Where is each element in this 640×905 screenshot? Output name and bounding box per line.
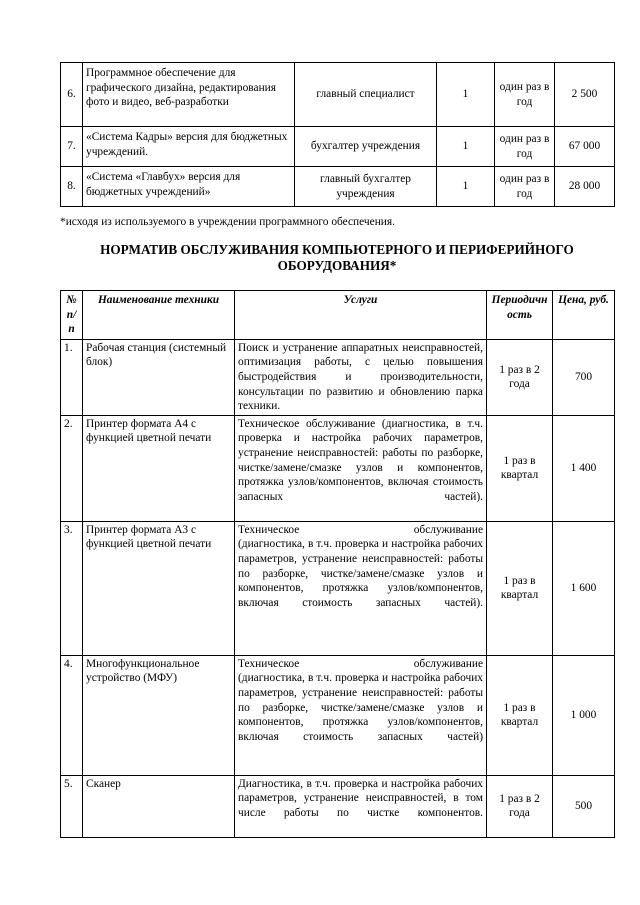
row-number: 4. [61,655,83,775]
service-table [60,290,615,838]
service-description: Техническое обслуживание (диагностика, в т.ч. проверка и настройка рабочих параметров, устранение неисправностей: работы по разборке, чистке/замене/смазке узлов и компонентов, протяжка узлов/компонентов, включая стоимость запасных частей). [235,521,487,655]
row-number: 8. [61,167,83,207]
software-qty: 1 [437,63,495,127]
header-name: Наименование техники [83,291,235,340]
table-row [61,63,615,127]
software-period: один раз в год [495,127,555,167]
table-row [61,775,615,837]
software-table [60,62,615,207]
table-row [61,339,615,415]
row-number: 7. [61,127,83,167]
service-period: 1 раз в 2 года [487,339,553,415]
service-price: 1 600 [553,521,615,655]
table-row [61,415,615,521]
row-number: 5. [61,775,83,837]
software-user: главный бухгалтер учреждения [295,167,437,207]
table-row [61,127,615,167]
software-name: «Система Кадры» версия для бюджетных учреждений. [83,127,295,167]
service-price: 1 400 [553,415,615,521]
software-price: 2 500 [555,63,615,127]
equipment-name: Сканер [83,775,235,837]
software-period: один раз в год [495,167,555,207]
service-description: Поиск и устранение аппаратных неисправностей, оптимизация работы, с целью повышения быстродействия и производительности, консультации по развитию и обновлению парка техники. [235,339,487,415]
software-name: Программное обеспечение для графического дизайна, редактирования фото и видео, веб-разработки [83,63,295,127]
software-name: «Система «Главбух» версия для бюджетных учреждений» [83,167,295,207]
software-user: бухгалтер учреждения [295,127,437,167]
service-period: 1 раз в квартал [487,521,553,655]
section-title: НОРМАТИВ ОБСЛУЖИВАНИЯ КОМПЬЮТЕРНОГО И ПЕРИФЕРИЙНОГО ОБОРУДОВАНИЯ* [100,242,574,273]
software-price: 28 000 [555,167,615,207]
service-description: Техническое обслуживание (диагностика, в т.ч. проверка и настройка рабочих параметров, устранение неисправностей: работы по разборке, чистке/замене/смазке узлов и компонентов, протяжка узлов/компонентов, включая стоимость запасных частей) [235,655,487,775]
table-header-row [61,291,615,340]
service-price: 700 [553,339,615,415]
equipment-name: Принтер формата А4 с функцией цветной печати [83,415,235,521]
table-row [61,521,615,655]
service-description: Техническое обслуживание (диагностика, в т.ч. проверка и настройка рабочих параметров, устранение неисправностей: работы по разборке, чистке/замене/смазке узлов и компонентов, протяжка узлов/компонентов, включая стоимость запасных частей). [235,415,487,521]
footnote: *исходя из используемого в учреждении программного обеспечения. [60,216,395,228]
header-period: Периодичн ость [487,291,553,340]
row-number: 3. [61,521,83,655]
header-services: Услуги [235,291,487,340]
service-period: 1 раз в квартал [487,655,553,775]
header-price: Цена, руб. [553,291,615,340]
header-number: № п/ п [61,291,83,340]
software-qty: 1 [437,167,495,207]
service-price: 500 [553,775,615,837]
software-period: один раз в год [495,63,555,127]
service-description: Диагностика, в т.ч. проверка и настройка рабочих параметров, устранение неисправностей, в том числе работы по чистке компонентов. [235,775,487,837]
equipment-name: Многофункциональное устройство (МФУ) [83,655,235,775]
equipment-name: Рабочая станция (системный блок) [83,339,235,415]
software-user: главный специалист [295,63,437,127]
row-number: 1. [61,339,83,415]
service-period: 1 раз в 2 года [487,775,553,837]
service-price: 1 000 [553,655,615,775]
table-row [61,167,615,207]
row-number: 6. [61,63,83,127]
service-period: 1 раз в квартал [487,415,553,521]
software-qty: 1 [437,127,495,167]
software-price: 67 000 [555,127,615,167]
table-row [61,655,615,775]
equipment-name: Принтер формата А3 с функцией цветной печати [83,521,235,655]
row-number: 2. [61,415,83,521]
